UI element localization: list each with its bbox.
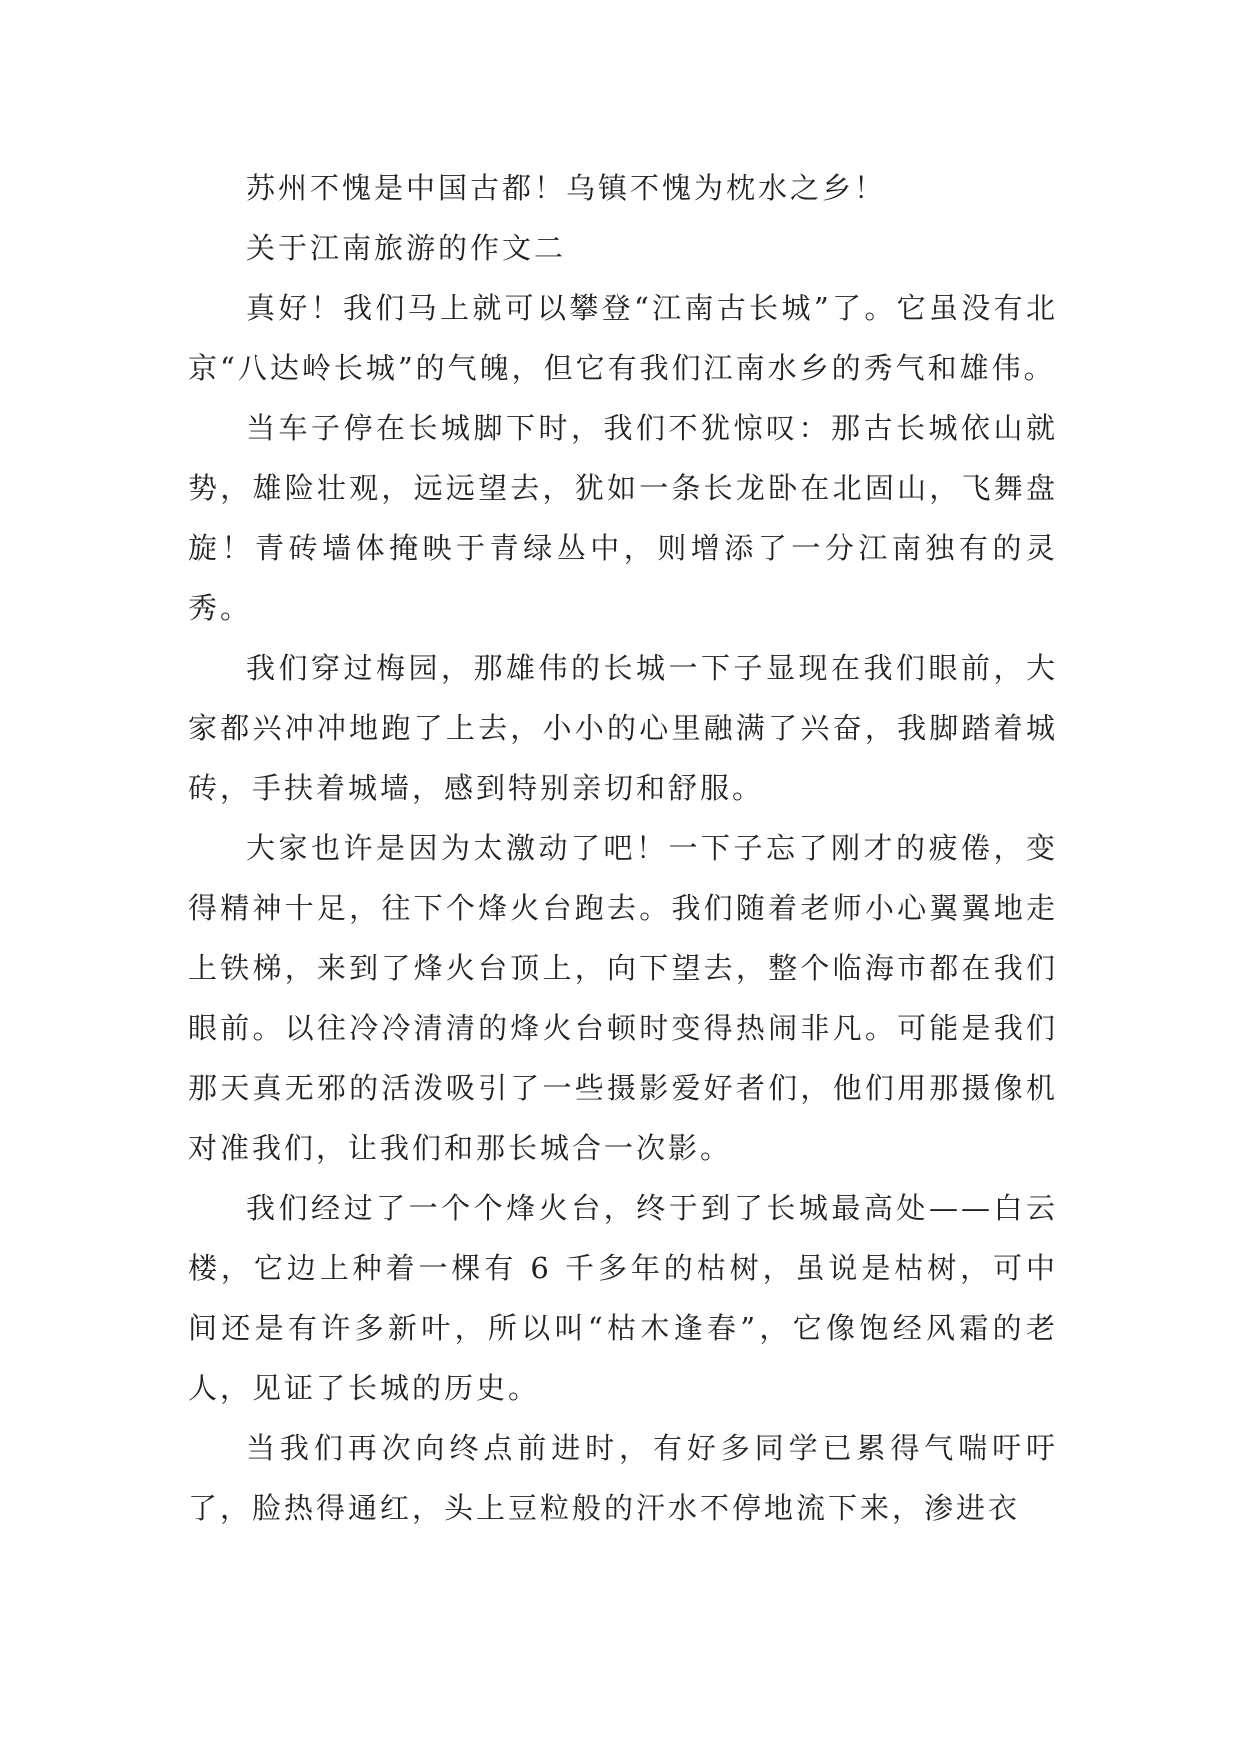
document-body (188, 158, 1058, 1538)
paragraph-plum-garden: 我们穿过梅园，那雄伟的长城一下子显现在我们眼前，大家都兴冲冲地跑了上去，小小的心里融满了兴奋，我脚踏着城砖，手扶着城墙，感到特别亲切和舒服。 (188, 651, 1058, 805)
paragraph-arrival: 当车子停在长城脚下时，我们不犹惊叹：那古长城依山就势，雄险壮观，远远望去，犹如一条长龙卧在北固山，飞舞盘旋！青砖墙体掩映于青绿丛中，则增添了一分江南独有的灵秀。 (188, 411, 1058, 625)
essay-heading: 关于江南旅游的作文二 (246, 231, 567, 265)
paragraph-continuing: 当我们再次向终点前进时，有好多同学已累得气喘吁吁了，脸热得通红，头上豆粒般的汗水不停地流下来，渗进衣 (188, 1431, 1058, 1525)
paragraph-closing-line: 苏州不愧是中国古都！乌镇不愧为枕水之乡！ (246, 171, 887, 205)
paragraph-beacon-tower: 大家也许是因为太激动了吧！一下子忘了刚才的疲倦，变得精神十足，往下个烽火台跑去。我们随着老师小心翼翼地走上铁梯，来到了烽火台顶上，向下望去，整个临海市都在我们眼前。以往冷冷清清的烽火台顿时变得热闹非凡。可能是我们那天真无邪的活泼吸引了一些摄影爱好者们，他们用那摄像机对准我们，让我们和那长城合一次影。 (188, 831, 1058, 1165)
paragraph-intro: 真好！我们马上就可以攀登“江南古长城”了。它虽没有北京“八达岭长城”的气魄，但它有我们江南水乡的秀气和雄伟。 (188, 291, 1058, 385)
paragraph-baiyun-tower: 我们经过了一个个烽火台，终于到了长城最高处——白云楼，它边上种着一棵有 6 千多年的枯树，虽说是枯树，可中间还是有许多新叶，所以叫“枯木逢春”，它像饱经风霜的老人，见证了长城的历史。 (188, 1191, 1058, 1405)
